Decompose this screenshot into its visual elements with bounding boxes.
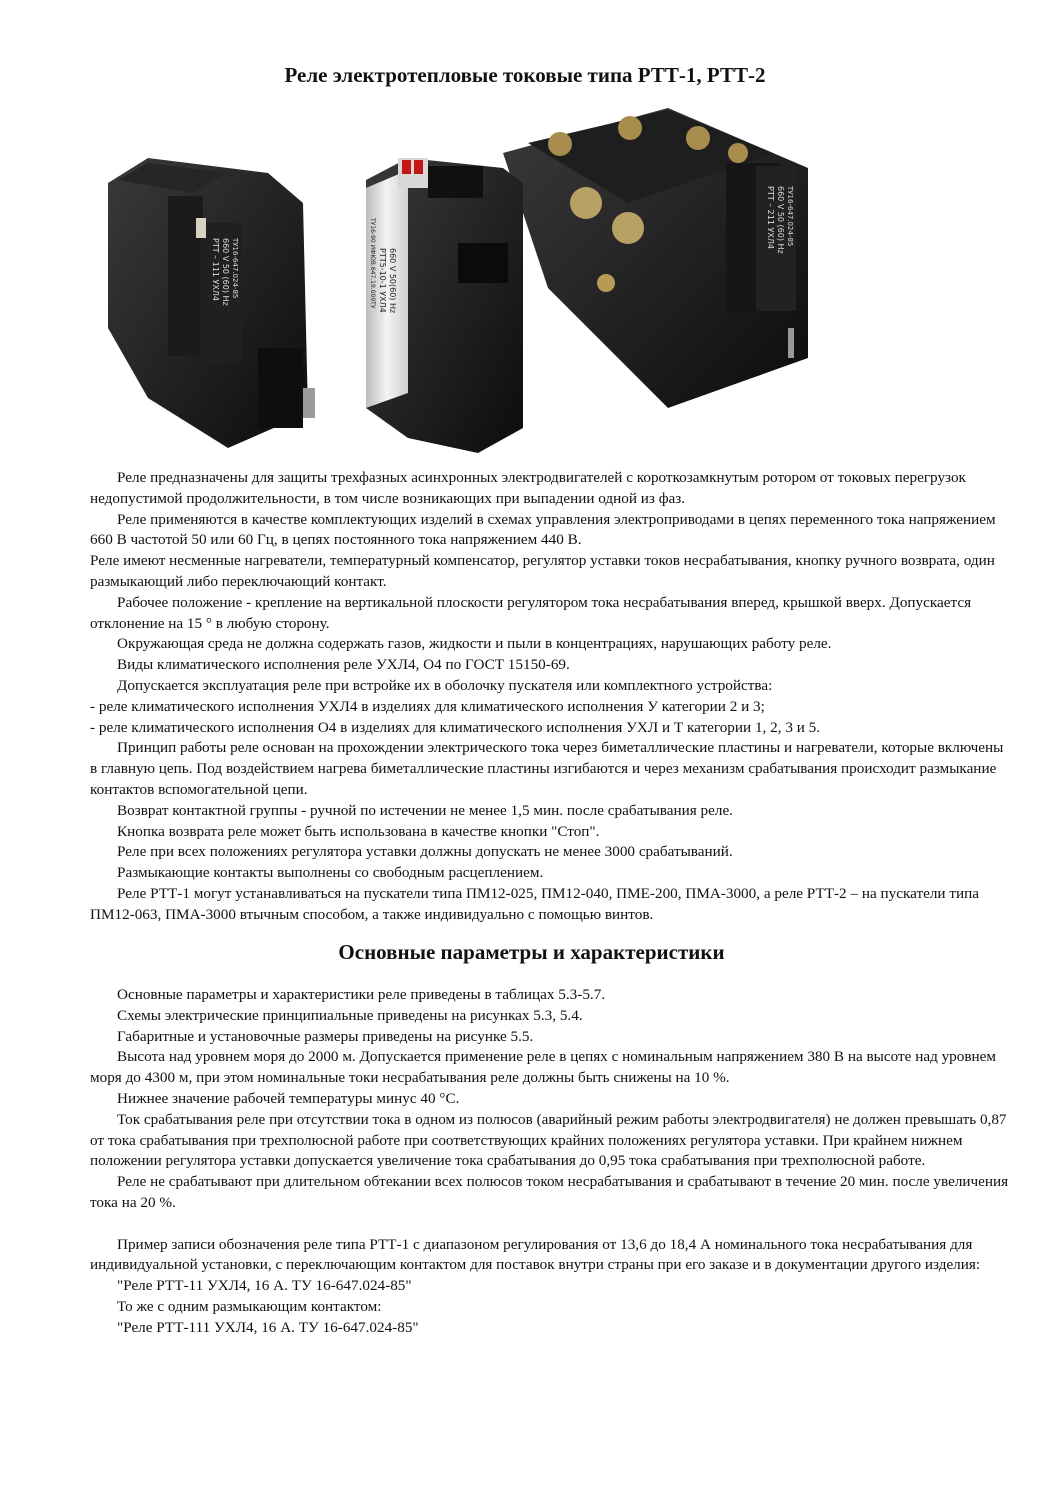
svg-text:660 V 50(60) Hz: 660 V 50(60) Hz xyxy=(388,248,397,314)
svg-text:660 V 50 (60) Hz: 660 V 50 (60) Hz xyxy=(221,238,230,306)
intro-text xyxy=(90,468,1010,926)
relay-right xyxy=(503,108,808,408)
relay-photo-illustration xyxy=(108,108,938,458)
paragraph: Высота над уровнем моря до 2000 м. Допускается применение реле в цепях с номинальным напряжением 380 В на высоте над уровнем моря до 4300 м, при этом номинальные токи несрабатывания реле должны быть снижены на 10 %. xyxy=(90,1048,997,1087)
paragraph: Реле применяются в качестве комплектующих изделий в схемах управления электроприводами в цепях переменного тока напряжением 660 В частотой 50 или 60 Гц, в цепях постоянного тока напряжением 440 В. xyxy=(90,510,996,549)
list-item: - реле климатического исполнения УХЛ4 в изделиях для климатического исполнения У категории 2 и 3; xyxy=(90,697,765,715)
relay-middle xyxy=(366,158,523,453)
relay-left-plate xyxy=(200,223,242,363)
paragraph: Реле имеют несменные нагреватели, температурный компенсатор, регулятор уставки токов несрабатывания, кнопку ручного возврата, один размыкающий либо переключающий контакт. xyxy=(90,552,995,590)
paragraph: Рабочее положение - крепление на вертикальной плоскости регулятором тока несрабатывания вперед, крышкой вверх. Допускается отклонение на 15 ° в любую сторону. xyxy=(90,593,972,632)
example-paragraph: Пример записи обозначения реле типа РТТ-1 с диапазоном регулирования от 13,6 до 18,4 А номинального тока несрабатывания для индивидуальной установки, с переключающим контактом для поставок внутри страны при его заказе и в документации другого изделия: xyxy=(90,1235,981,1274)
relay-left xyxy=(108,158,315,448)
example-code: "Реле РТТ-111 УХЛ4, 16 А. ТУ 16-647.024-85" xyxy=(117,1318,419,1336)
example-note: То же с одним размыкающим контактом: xyxy=(117,1297,382,1315)
page-title: Реле электротепловые токовые типа РТТ-1, РТТ-2 xyxy=(284,63,766,87)
paragraph: Габаритные и установочные размеры приведены на рисунке 5.5. xyxy=(117,1027,534,1045)
paragraph: Размыкающие контакты выполнены со свободным расцеплением. xyxy=(117,864,544,882)
paragraph: Нижнее значение рабочей температуры минус 40 °С. xyxy=(117,1089,460,1107)
svg-text:РТТ5-10-1 УХЛ4: РТТ5-10-1 УХЛ4 xyxy=(378,248,387,313)
section-heading: Основные параметры и характеристики xyxy=(338,940,725,964)
paragraph: Ток срабатывания реле при отсутствии тока в одном из полюсов (аварийный режим работы электродвигателя) не должен превышать 0,87 от тока срабатывания при трехполюсной работе при соответствующих крайних положениях регулятора уставки. При крайнем нижнем положении регулятора уставки допускается увеличение тока срабатывания до 0,95 тока срабатывания при трехполюсной работе. xyxy=(90,1110,1007,1170)
product-photo xyxy=(108,108,938,458)
paragraph: Окружающая среда не должна содержать газов, жидкости и пыли в концентрациях, нарушающих работу реле. xyxy=(117,635,832,653)
paragraph: Виды климатического исполнения реле УХЛ4, О4 по ГОСТ 15150-69. xyxy=(117,656,570,674)
svg-text:РТТ – 211 УХЛ4: РТТ – 211 УХЛ4 xyxy=(766,186,775,249)
list-item: - реле климатического исполнения О4 в изделиях для климатического исполнения УХЛ и Т категории 1, 2, 3 и 5. xyxy=(90,718,821,736)
svg-text:ТУ16-90 ИФЮВ.647.19.009ТУ: ТУ16-90 ИФЮВ.647.19.009ТУ xyxy=(369,218,376,309)
paragraph: Допускается эксплуатация реле при встройке их в оболочку пускателя или комплектного устройства: xyxy=(117,676,773,694)
paragraph: Схемы электрические принципиальные приведены на рисунках 5.3, 5.4. xyxy=(117,1006,583,1024)
svg-text:660 V 50 (60) Hz: 660 V 50 (60) Hz xyxy=(776,186,785,254)
paragraph: Основные параметры и характеристики реле приведены в таблицах 5.3-5.7. xyxy=(117,986,606,1003)
svg-text:ТУ16-647.024-85: ТУ16-647.024-85 xyxy=(231,238,239,299)
svg-text:РТТ – 111 УХЛ4: РТТ – 111 УХЛ4 xyxy=(211,238,220,301)
paragraph: Кнопка возврата реле может быть использована в качестве кнопки "Стоп". xyxy=(117,822,600,840)
params-text xyxy=(90,985,1010,1339)
paragraph: Реле РТТ-1 могут устанавливаться на пускатели типа ПМ12-025, ПМ12-040, ПМЕ-200, ПМА-3000, а реле РТТ-2 – на пускатели типа ПМ12-063, ПМА-3000 втычным способом, а также индивидуально с помощью винтов. xyxy=(90,884,979,923)
relay-right-plate xyxy=(756,166,796,311)
paragraph: Принцип работы реле основан на прохождении электрического тока через биметаллические пластины и нагреватели, которые включены в главную цепь. Под воздействием нагрева биметаллические пластины изгибаются и через механизм срабатывания происходит размыкание контактов вспомогательной цепи. xyxy=(90,739,1004,798)
paragraph: Возврат контактной группы - ручной по истечении не менее 1,5 мин. после срабатывания реле. xyxy=(117,801,733,819)
svg-text:ТУ16-647.024-85: ТУ16-647.024-85 xyxy=(786,186,794,247)
paragraph: Реле при всех положениях регулятора уставки должны допускать не менее 3000 срабатываний. xyxy=(117,843,733,861)
example-code: "Реле РТТ-11 УХЛ4, 16 А. ТУ 16-647.024-85" xyxy=(117,1277,412,1295)
paragraph: Реле не срабатывают при длительном обтекании всех полюсов током несрабатывания и срабатывают в течение 20 мин. после увеличения тока на 20 %. xyxy=(90,1173,1009,1211)
paragraph: Реле предназначены для защиты трехфазных асинхронных электродвигателей с короткозамкнутым ротором от токовых перегрузок недопустимой продолжительности, в том числе возникающих при выпадении одной из фаз. xyxy=(90,469,966,507)
